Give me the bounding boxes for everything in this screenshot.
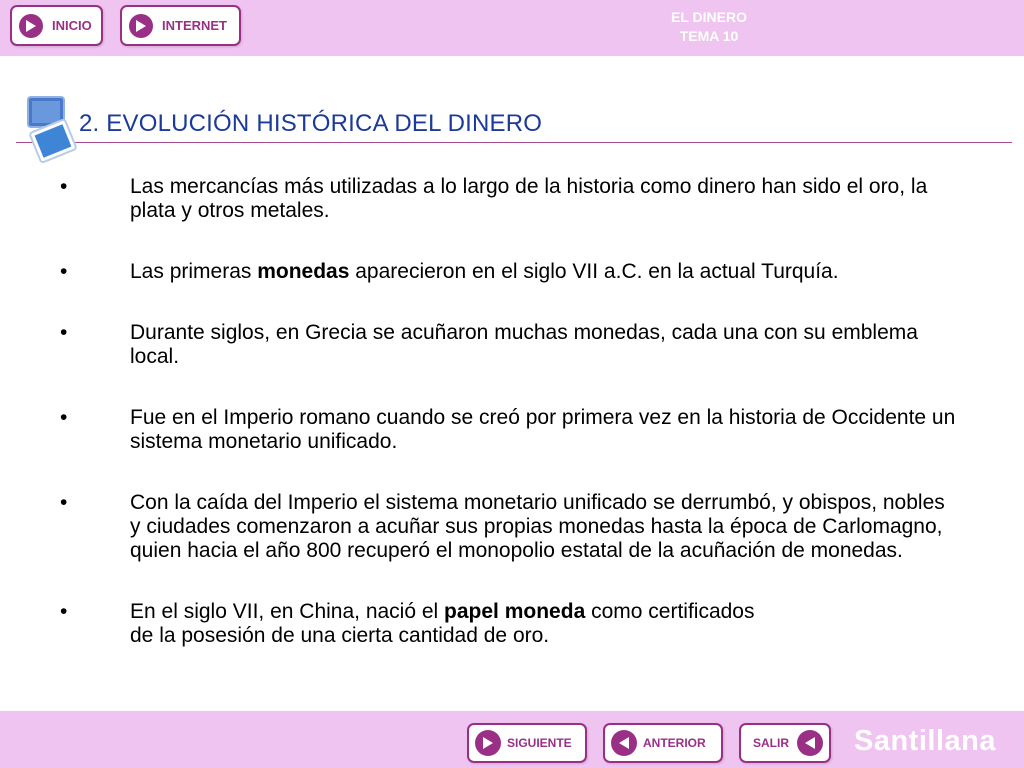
bullet-bold-term: papel moneda bbox=[444, 600, 586, 623]
bullet-item bbox=[60, 600, 960, 648]
anterior-button[interactable] bbox=[603, 723, 723, 763]
salir-button[interactable] bbox=[739, 723, 831, 763]
internet-label: INTERNET bbox=[162, 18, 227, 33]
bullet-text-middle: , en China, nació el bbox=[258, 600, 445, 623]
unit-title bbox=[649, 8, 769, 46]
siguiente-button[interactable] bbox=[467, 723, 587, 763]
bullet-list bbox=[60, 175, 960, 685]
section-title: 2. EVOLUCIÓN HISTÓRICA DEL DINERO bbox=[79, 110, 543, 137]
internet-button[interactable] bbox=[120, 5, 241, 46]
salir-label: SALIR bbox=[753, 736, 789, 750]
siguiente-label: SIGUIENTE bbox=[507, 736, 572, 750]
bullet-text-start: Las primeras bbox=[130, 260, 258, 283]
title-underline bbox=[16, 142, 1012, 143]
anterior-label: ANTERIOR bbox=[643, 736, 706, 750]
play-right-icon bbox=[129, 14, 153, 38]
inicio-button[interactable] bbox=[10, 5, 103, 46]
bullet-text-end-line2: de la posesión de una cierta cantidad de oro. bbox=[130, 624, 550, 647]
santillana-logo: Santillana bbox=[854, 725, 996, 757]
bullet-text-end: a.C. en la actual Turquía. bbox=[598, 260, 839, 283]
bottom-bar bbox=[0, 711, 1024, 768]
bullet-item bbox=[60, 260, 960, 284]
bullet-text: Durante siglos, en Grecia se acuñaron muchas monedas, cada una con su emblema local. bbox=[130, 321, 918, 368]
arrow-right-icon bbox=[475, 730, 501, 756]
bullet-text-start: En el siglo bbox=[130, 600, 233, 623]
unit-title-line1: EL DINERO bbox=[671, 9, 747, 25]
bullet-item bbox=[60, 321, 960, 369]
bullet-text: Fue en el Imperio romano cuando se creó por primera vez en la historia de Occidente un sistema monetario unificado. bbox=[130, 406, 956, 453]
unit-title-line2: TEMA 10 bbox=[679, 28, 739, 44]
arrow-left-icon bbox=[797, 730, 823, 756]
century-numeral: VII bbox=[232, 600, 259, 623]
arrow-left-icon bbox=[611, 730, 637, 756]
bullet-text-end: como certificados bbox=[585, 600, 755, 623]
bullet-bold-term: monedas bbox=[257, 260, 350, 283]
bullet-text-middle: aparecieron en el siglo bbox=[349, 260, 573, 283]
bullet-text: Con la caída del Imperio el sistema monetario unificado se derrumbó, y obispos, nobles y ciudades comenzaron a acuñar sus propias monedas hasta la época de Carlomagno, quien hacia el año 800 recuperó el monopolio estatal de la acuñación de monedas. bbox=[130, 491, 945, 562]
bullet-item bbox=[60, 406, 960, 454]
bullet-item bbox=[60, 175, 960, 223]
century-numeral: VII bbox=[572, 260, 599, 283]
bullet-item bbox=[60, 491, 960, 563]
inicio-label: INICIO bbox=[52, 18, 92, 33]
top-bar bbox=[0, 0, 1024, 56]
bullet-text: Las mercancías más utilizadas a lo largo de la historia como dinero han sido el oro, la plata y otros metales. bbox=[130, 175, 928, 222]
monitor-icon bbox=[20, 95, 82, 165]
play-right-icon bbox=[19, 14, 43, 38]
